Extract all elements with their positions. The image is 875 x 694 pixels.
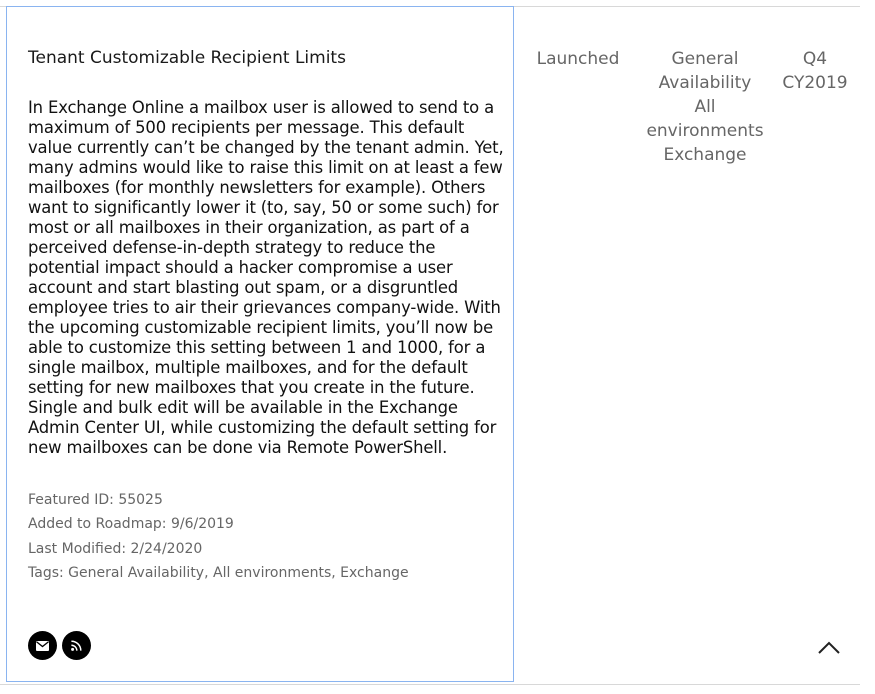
envelope-icon bbox=[36, 641, 49, 651]
feature-title: Tenant Customizable Recipient Limits bbox=[28, 48, 346, 68]
release-column bbox=[770, 47, 860, 95]
feature-metadata bbox=[28, 488, 498, 585]
tags-column bbox=[640, 47, 770, 167]
feature-tags: Tags: General Availability, All environments, Exchange bbox=[28, 564, 409, 581]
rss-subscribe-button[interactable] bbox=[62, 631, 91, 660]
rss-icon bbox=[71, 640, 82, 651]
release-quarter: Q4 bbox=[802, 49, 828, 69]
tag-line: Availability bbox=[658, 73, 752, 93]
collapse-button[interactable] bbox=[816, 638, 842, 656]
feature-detail-card bbox=[6, 6, 514, 682]
tag-line: General bbox=[671, 49, 739, 69]
chevron-up-icon bbox=[816, 638, 842, 656]
row-bottom-divider bbox=[0, 684, 860, 685]
tag-line: environments bbox=[646, 121, 764, 141]
added-to-roadmap: Added to Roadmap: 9/6/2019 bbox=[28, 516, 234, 533]
status-value: Launched bbox=[536, 49, 620, 69]
release-year: CY2019 bbox=[782, 73, 848, 93]
featured-id: Featured ID: 55025 bbox=[28, 492, 163, 508]
last-modified: Last Modified: 2/24/2020 bbox=[28, 540, 203, 557]
email-share-button[interactable] bbox=[28, 631, 57, 660]
status-column bbox=[530, 47, 626, 71]
feature-description: In Exchange Online a mailbox user is allowed to send to a maximum of 500 recipients per message. This default value currently can’t be changed by the tenant admin. Yet, many admins would like to raise this limit on at least a few mailboxes (for monthly newsletters for example). Others want to significantly lower it (to, say, 50 or some such) for most or all mailboxes in their organization, as part of a perceived defense-in-depth strategy to reduce the potential impact should a hacker compromise a user account and start blasting out spam, or a disgruntled employee tries to air their grievances company-wide. With the upcoming customizable recipient limits, you’ll now be able to customize this setting between 1 and 1000, for a single mailbox, multiple mailboxes, and for the default setting for new mailboxes that you create in the future. Single and bulk edit will be available in the Exchange Admin Center UI, while customizing the default setting for new mailboxes can be done via Remote PowerShell. bbox=[28, 98, 504, 457]
tag-line: All bbox=[694, 97, 716, 117]
share-actions bbox=[28, 631, 91, 660]
tag-line: Exchange bbox=[663, 145, 747, 165]
